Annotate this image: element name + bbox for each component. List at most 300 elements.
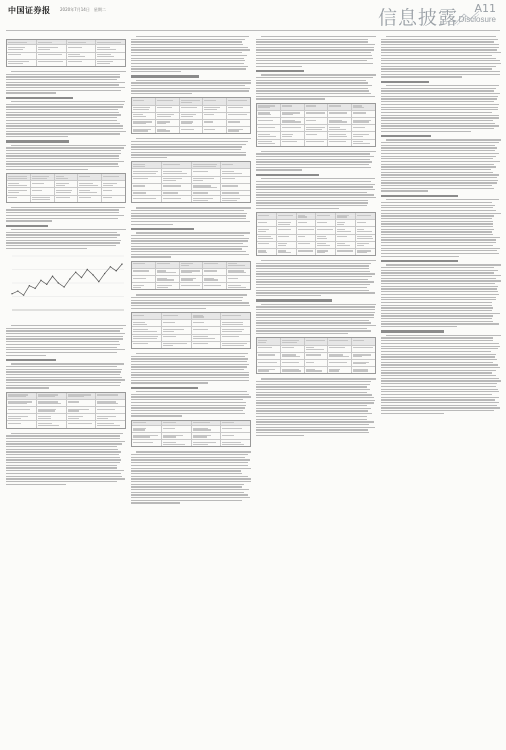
table-cell — [356, 227, 375, 233]
text-line — [381, 245, 493, 246]
text-line — [6, 153, 121, 154]
table-cell — [221, 177, 250, 183]
text-line — [256, 281, 374, 282]
table-row — [257, 249, 375, 255]
table-cell — [328, 118, 352, 124]
text-line — [256, 410, 368, 411]
text-line — [131, 415, 182, 416]
text-line — [131, 470, 241, 471]
table-cell — [156, 127, 180, 133]
column-2 — [131, 36, 251, 742]
text-line — [381, 164, 494, 165]
table-row — [7, 407, 125, 414]
text-line — [6, 237, 117, 238]
text-line — [6, 147, 124, 148]
text-line — [256, 435, 304, 436]
text-line — [136, 391, 247, 392]
table-cell — [203, 276, 227, 282]
text-line — [131, 60, 245, 61]
text-line — [381, 378, 499, 379]
text-line — [381, 299, 496, 300]
table-cell — [281, 346, 305, 352]
text-line — [6, 158, 119, 159]
data-point — [75, 272, 76, 273]
table-cell — [305, 104, 329, 110]
text-line — [381, 383, 497, 384]
table-cell — [132, 191, 162, 195]
table-cell — [356, 235, 375, 241]
text-line — [381, 410, 494, 411]
table-cell — [281, 360, 305, 366]
table-cell — [132, 440, 162, 446]
text-line — [6, 112, 119, 113]
text-line — [256, 96, 375, 97]
text-line — [6, 74, 120, 75]
table-cell — [96, 400, 125, 406]
table-row — [7, 53, 125, 60]
table-cell — [192, 191, 222, 195]
text-line — [131, 221, 250, 222]
text-line — [6, 234, 120, 235]
text-line — [131, 300, 242, 301]
data-point — [104, 273, 105, 274]
table-cell — [221, 169, 250, 175]
table-cell — [257, 111, 281, 117]
section-heading — [6, 97, 73, 99]
table-cell — [96, 53, 125, 59]
text-line — [6, 90, 121, 91]
text-line — [381, 229, 494, 230]
section-heading — [131, 387, 198, 389]
table-cell — [328, 111, 352, 117]
text-line — [256, 153, 370, 154]
table-cell — [305, 132, 329, 138]
table-row — [7, 60, 125, 66]
table-row — [257, 140, 375, 146]
text-line — [6, 387, 49, 388]
table-cell — [277, 235, 297, 241]
table-row — [132, 276, 250, 283]
text-line — [131, 66, 248, 67]
column-4 — [381, 36, 501, 742]
text-line — [381, 90, 494, 91]
text-line — [6, 374, 120, 375]
table-cell — [328, 346, 352, 352]
table-row — [132, 120, 250, 127]
table-cell — [221, 162, 250, 168]
text-line — [6, 215, 124, 216]
table-cell — [102, 174, 125, 180]
table-cell — [132, 426, 162, 432]
text-line — [256, 279, 368, 280]
text-line — [256, 287, 367, 288]
table-cell — [132, 98, 156, 104]
header-rule — [6, 30, 500, 31]
table-cell — [192, 313, 222, 319]
table-cell — [162, 421, 192, 425]
text-line — [381, 294, 499, 295]
table-cell — [305, 140, 329, 146]
text-line — [381, 391, 499, 392]
text-line — [381, 256, 459, 257]
table-row — [257, 235, 375, 242]
text-line — [381, 66, 496, 67]
table-cell — [227, 106, 250, 112]
text-line — [381, 370, 496, 371]
text-line — [6, 79, 117, 80]
table-cell — [328, 140, 352, 146]
text-line — [381, 272, 494, 273]
text-line — [131, 49, 250, 50]
text-line — [381, 354, 496, 355]
table-cell — [257, 235, 277, 241]
data-point — [52, 276, 53, 277]
text-line — [131, 486, 242, 487]
text-line — [6, 349, 125, 350]
table-cell — [132, 433, 162, 439]
table-cell — [336, 213, 356, 219]
text-line — [256, 98, 325, 99]
table-row — [7, 196, 125, 202]
text-line — [381, 248, 500, 249]
table-cell — [352, 353, 375, 359]
table-cell — [281, 338, 305, 344]
text-line — [131, 52, 242, 53]
text-line — [11, 71, 126, 72]
text-line — [136, 451, 251, 452]
text-line — [131, 502, 180, 503]
text-line — [6, 245, 116, 246]
text-line — [256, 39, 368, 40]
table-cell — [132, 169, 162, 175]
text-line — [256, 429, 368, 430]
text-line — [6, 155, 119, 156]
table-cell — [180, 262, 204, 268]
text-line — [131, 492, 244, 493]
table-cell — [336, 249, 356, 255]
table-cell — [162, 426, 192, 432]
table-cell — [221, 196, 250, 202]
table-cell — [102, 188, 125, 194]
table-cell — [227, 113, 250, 119]
text-line — [131, 380, 249, 381]
text-line — [131, 149, 241, 150]
text-line — [6, 136, 68, 137]
text-line — [256, 58, 373, 59]
text-line — [6, 240, 121, 241]
text-line — [381, 389, 498, 390]
table-cell — [132, 196, 162, 202]
table-cell — [67, 45, 97, 51]
text-line — [381, 399, 495, 400]
table-cell — [203, 113, 227, 119]
text-line — [256, 306, 375, 307]
text-line — [381, 58, 496, 59]
table-cell — [192, 426, 222, 432]
table-cell — [316, 235, 336, 241]
data-point — [92, 274, 93, 275]
table-cell — [102, 196, 125, 202]
text-line — [131, 305, 250, 306]
text-line — [6, 242, 120, 243]
table-cell — [67, 421, 97, 427]
table-cell — [7, 196, 31, 202]
text-line — [256, 427, 375, 428]
series-line — [12, 264, 122, 295]
text-line — [131, 361, 247, 362]
table-cell — [203, 127, 227, 133]
text-line — [6, 457, 120, 458]
text-line — [131, 44, 243, 45]
text-line — [256, 400, 375, 401]
section-title: 信息披露 — [377, 7, 458, 29]
text-line — [381, 101, 494, 102]
table-cell — [37, 414, 67, 420]
text-line — [6, 106, 123, 107]
text-line — [256, 66, 302, 67]
text-line — [11, 325, 126, 326]
text-line — [381, 44, 499, 45]
table-cell — [192, 177, 222, 183]
text-line — [131, 489, 249, 490]
text-line — [381, 74, 500, 75]
text-line — [381, 174, 499, 175]
text-line — [131, 39, 245, 40]
table-cell — [162, 177, 192, 183]
table-cell — [162, 196, 192, 202]
table-cell — [281, 367, 305, 373]
data-point — [98, 281, 99, 282]
table-cell — [31, 196, 55, 202]
table-row — [132, 162, 250, 169]
text-line — [256, 169, 302, 170]
text-line — [381, 55, 492, 56]
table-cell — [221, 335, 250, 341]
table-cell — [257, 249, 277, 255]
text-line — [381, 234, 493, 235]
text-line — [131, 494, 248, 495]
data-point — [29, 285, 30, 286]
table-cell — [352, 132, 375, 138]
text-line — [381, 253, 499, 254]
data-point — [58, 282, 59, 283]
section-heading — [381, 195, 458, 197]
table-cell — [132, 120, 156, 126]
table-cell — [203, 120, 227, 126]
text-line — [381, 407, 500, 408]
table-cell — [316, 213, 336, 219]
table-cell — [96, 60, 125, 66]
data-table — [131, 261, 251, 291]
text-line — [256, 90, 369, 91]
table-row — [257, 353, 375, 360]
text-line — [381, 343, 499, 344]
table-cell — [132, 269, 156, 275]
table-cell — [180, 283, 204, 289]
table-cell — [132, 320, 162, 326]
text-line — [131, 366, 247, 367]
text-line — [381, 93, 500, 94]
text-line — [131, 240, 248, 241]
table-cell — [281, 132, 305, 138]
text-line — [131, 251, 246, 252]
table-cell — [7, 174, 31, 180]
text-line — [11, 433, 123, 434]
table-row — [257, 104, 375, 111]
table-row — [132, 127, 250, 133]
text-line — [131, 410, 243, 411]
table-row — [257, 118, 375, 125]
text-line — [381, 49, 497, 50]
text-line — [6, 163, 118, 164]
text-line — [256, 265, 369, 266]
text-line — [6, 336, 123, 337]
text-line — [131, 478, 251, 479]
text-line — [131, 68, 246, 69]
text-line — [381, 112, 492, 113]
text-line — [381, 307, 493, 308]
table-cell — [281, 118, 305, 124]
text-line — [256, 389, 370, 390]
text-line — [381, 386, 496, 387]
table-cell — [221, 421, 250, 425]
text-line — [131, 41, 242, 42]
table-cell — [352, 140, 375, 146]
text-line — [261, 178, 375, 179]
text-line — [256, 392, 367, 393]
text-line — [6, 377, 122, 378]
text-line — [381, 218, 492, 219]
text-line — [131, 213, 247, 214]
text-line — [6, 123, 120, 124]
text-line — [6, 484, 66, 485]
text-line — [6, 341, 119, 342]
text-line — [381, 237, 500, 238]
table-cell — [132, 184, 162, 190]
table-cell — [328, 360, 352, 366]
table-cell — [7, 407, 37, 413]
table-cell — [203, 283, 227, 289]
table-cell — [305, 125, 329, 131]
text-line — [381, 52, 501, 53]
table-cell — [227, 127, 250, 133]
table-cell — [192, 184, 222, 190]
text-line — [381, 318, 492, 319]
text-line — [6, 369, 122, 370]
data-table — [256, 103, 376, 147]
text-line — [381, 109, 498, 110]
table-cell — [203, 106, 227, 112]
text-line — [256, 386, 367, 387]
text-line — [256, 413, 372, 414]
table-cell — [7, 45, 37, 51]
text-line — [131, 377, 249, 378]
table-cell — [156, 283, 180, 289]
table-cell — [37, 393, 67, 399]
text-line — [131, 473, 242, 474]
table-cell — [352, 111, 375, 117]
table-cell — [37, 400, 67, 406]
text-line — [6, 232, 117, 233]
text-line — [381, 356, 495, 357]
table-row — [132, 320, 250, 327]
text-line — [131, 413, 245, 414]
text-line — [6, 218, 118, 219]
table-row — [7, 414, 125, 421]
table-cell — [221, 320, 250, 326]
table-cell — [336, 235, 356, 241]
table-cell — [192, 421, 222, 425]
table-cell — [203, 269, 227, 275]
text-line — [6, 355, 46, 356]
text-line — [381, 351, 491, 352]
table-cell — [257, 118, 281, 124]
text-line — [381, 413, 444, 414]
text-line — [256, 405, 367, 406]
table-cell — [352, 360, 375, 366]
table-cell — [257, 132, 281, 138]
table-row — [7, 181, 125, 188]
table-row — [132, 98, 250, 105]
table-cell — [162, 342, 192, 348]
text-line — [6, 454, 119, 455]
table-cell — [316, 249, 336, 255]
table-cell — [156, 113, 180, 119]
text-line — [131, 356, 245, 357]
table-cell — [67, 393, 97, 399]
text-line — [256, 381, 371, 382]
text-line — [131, 468, 251, 469]
text-line — [381, 213, 501, 214]
text-line — [381, 188, 494, 189]
data-table — [131, 312, 251, 349]
table-cell — [316, 227, 336, 233]
table-row — [132, 113, 250, 120]
table-cell — [336, 242, 356, 248]
text-line — [381, 63, 501, 64]
text-line — [6, 435, 120, 436]
text-line — [256, 167, 371, 168]
text-line — [136, 232, 250, 233]
table-cell — [336, 227, 356, 233]
table-cell — [281, 104, 305, 110]
text-line — [256, 320, 369, 321]
text-line — [381, 223, 493, 224]
text-line — [131, 90, 249, 91]
data-point — [11, 293, 12, 294]
text-line — [131, 85, 245, 86]
data-table — [6, 173, 126, 203]
table-cell — [132, 335, 162, 341]
table-row — [257, 360, 375, 367]
text-line — [261, 74, 376, 75]
text-line — [256, 44, 375, 45]
text-line — [136, 207, 251, 208]
table-cell — [7, 60, 37, 66]
text-line — [6, 133, 120, 134]
text-line — [386, 199, 499, 200]
text-line — [381, 47, 499, 48]
table-cell — [352, 125, 375, 131]
text-line — [381, 39, 498, 40]
text-line — [256, 402, 374, 403]
data-table — [256, 212, 376, 256]
table-cell — [257, 213, 277, 219]
table-cell — [203, 262, 227, 268]
table-row — [7, 421, 125, 427]
text-line — [256, 292, 375, 293]
text-line — [131, 484, 244, 485]
